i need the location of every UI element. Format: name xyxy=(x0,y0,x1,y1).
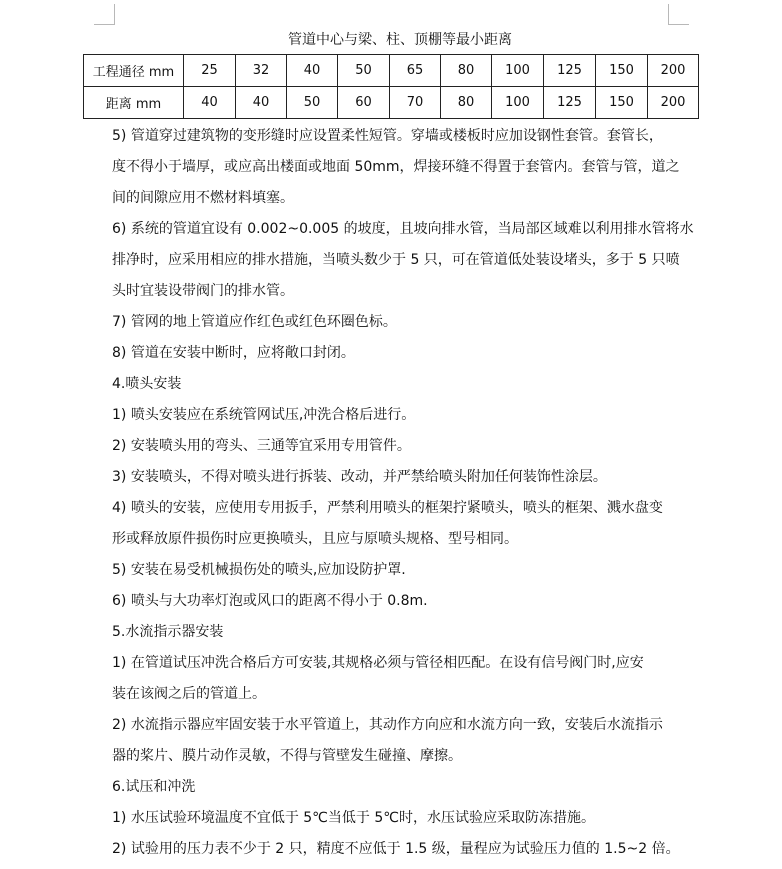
row-label-distance: 距离 mm xyxy=(84,87,184,119)
text-line: 3) 安装喷头，不得对喷头进行拆装、改动，并严禁给喷头附加任何装饰性涂层。 xyxy=(112,469,607,485)
text-line: 度不得小于墙厚，或应高出楼面或地面 50mm，焊接环缝不得置于套管内。套管与管，道之 xyxy=(112,159,680,175)
distance-table xyxy=(83,54,699,119)
table-cell: 40 xyxy=(287,55,338,87)
text-line: 6) 系统的管道宜设有 0.002~0.005 的坡度，且坡向排水管，当局部区域难以利用排水管将水 xyxy=(112,221,694,237)
table-cell: 80 xyxy=(441,55,492,87)
table-cell: 125 xyxy=(544,87,596,119)
table-cell: 200 xyxy=(648,55,699,87)
text-line: 2) 水流指示器应牢固安装于水平管道上，其动作方向应和水流方向一致，安装后水流指示 xyxy=(112,717,663,733)
page-margin-mark-right xyxy=(668,4,689,25)
text-line: 6) 喷头与大功率灯泡或风口的距离不得小于 0.8m. xyxy=(112,593,428,609)
text-line: 7) 管网的地上管道应作红色或红色环圈色标。 xyxy=(112,314,397,330)
text-line: 2) 试验用的压力表不少于 2 只，精度不应低于 1.5 级，量程应为试验压力值的 1.5~2 倍。 xyxy=(112,841,680,857)
table-cell: 40 xyxy=(184,87,236,119)
text-line: 5) 安装在易受机械损伤处的喷头,应加设防护罩. xyxy=(112,562,406,578)
text-line: 4) 喷头的安装，应使用专用扳手，严禁利用喷头的框架拧紧喷头，喷头的框架、溅水盘变 xyxy=(112,500,663,516)
text-line: 器的桨片、膜片动作灵敏，不得与管壁发生碰撞、摩擦。 xyxy=(112,748,462,764)
document-body xyxy=(112,121,694,865)
text-line: 间的间隙应用不燃材料填塞。 xyxy=(112,190,294,206)
section-heading: 5.水流指示器安装 xyxy=(112,624,224,640)
table-cell: 40 xyxy=(236,87,287,119)
table-cell: 150 xyxy=(596,87,648,119)
text-line: 8) 管道在安装中断时，应将敞口封闭。 xyxy=(112,345,355,361)
section-heading: 6.试压和冲洗 xyxy=(112,779,196,795)
table-cell: 150 xyxy=(596,55,648,87)
table-cell: 200 xyxy=(648,87,699,119)
text-line: 5) 管道穿过建筑物的变形缝时应设置柔性短管。穿墙或楼板时应加设钢性套管。套管长， xyxy=(112,128,663,144)
text-line: 1) 水压试验环境温度不宜低于 5℃当低于 5℃时，水压试验应采取防冻措施。 xyxy=(112,810,595,826)
text-line: 排净时，应采用相应的排水措施，当喷头数少于 5 只，可在管道低处装设堵头，多于 5 只喷 xyxy=(112,252,680,268)
text-line: 头时宜装设带阀门的排水管。 xyxy=(112,283,294,299)
table-row-distance xyxy=(84,87,699,119)
page-margin-mark-left xyxy=(94,4,115,25)
text-line: 形或释放原件损伤时应更换喷头，且应与原喷头规格、型号相同。 xyxy=(112,531,518,547)
table-cell: 100 xyxy=(492,55,544,87)
table-cell: 25 xyxy=(184,55,236,87)
table-cell: 125 xyxy=(544,55,596,87)
text-line: 1) 在管道试压冲洗合格后方可安装,其规格必须与管径相匹配。在设有信号阀门时,应安 xyxy=(112,655,644,671)
text-line: 1) 喷头安装应在系统管网试压,冲洗合格后进行。 xyxy=(112,407,416,423)
table-cell: 100 xyxy=(492,87,544,119)
section-heading: 4.喷头安装 xyxy=(112,376,182,392)
row-label-diameter: 工程通径 mm xyxy=(84,55,184,87)
table-cell: 60 xyxy=(338,87,390,119)
table-cell: 65 xyxy=(390,55,441,87)
table-cell: 70 xyxy=(390,87,441,119)
table-row-diameter xyxy=(84,55,699,87)
text-line: 装在该阀之后的管道上。 xyxy=(112,686,266,702)
table-cell: 50 xyxy=(287,87,338,119)
table-cell: 50 xyxy=(338,55,390,87)
text-line: 2) 安装喷头用的弯头、三通等宜采用专用管件。 xyxy=(112,438,411,454)
table-cell: 32 xyxy=(236,55,287,87)
table-caption: 管道中心与梁、柱、顶棚等最小距离 xyxy=(288,32,512,48)
table-cell: 80 xyxy=(441,87,492,119)
